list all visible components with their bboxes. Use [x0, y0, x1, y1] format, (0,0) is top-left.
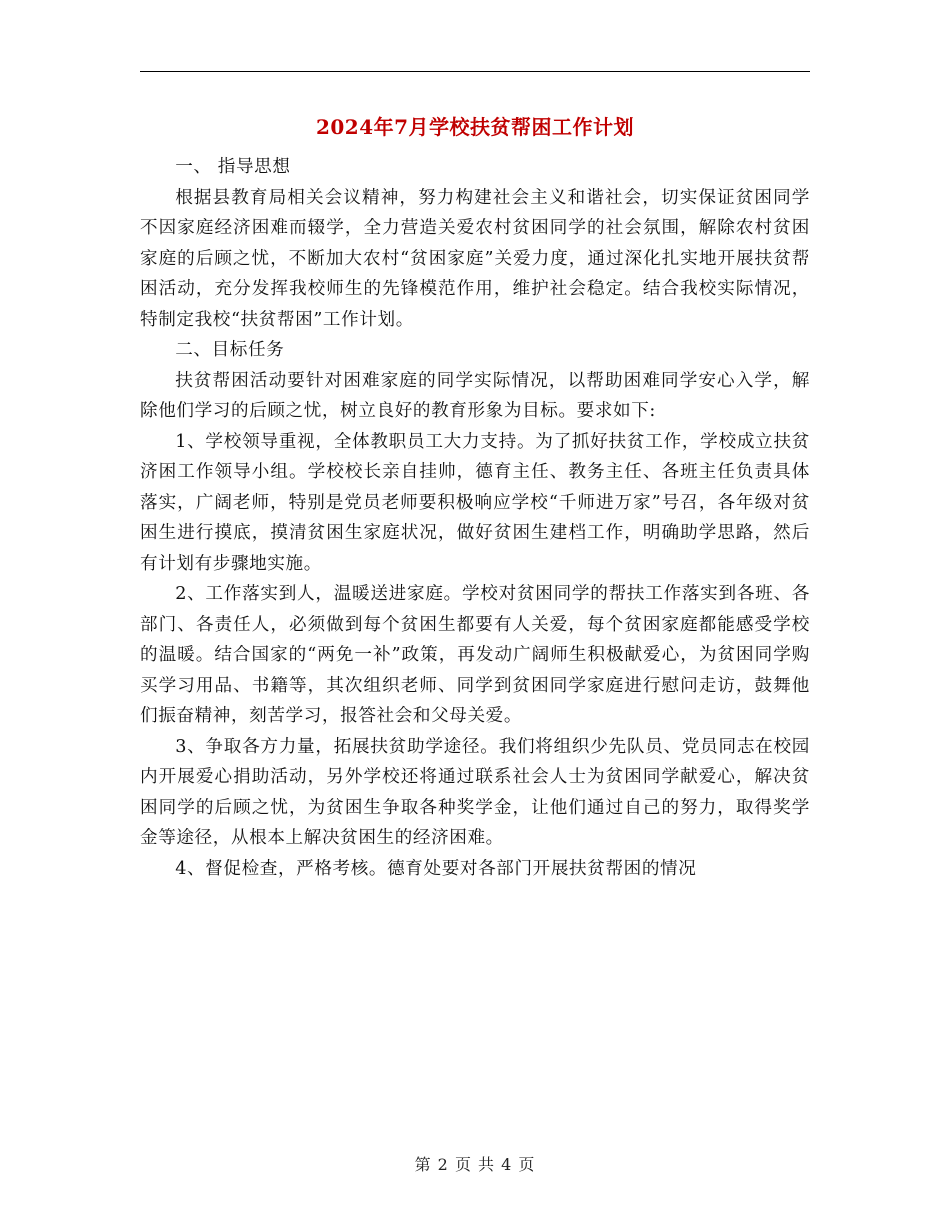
paragraph: 1、学校领导重视，全体教职员工大力支持。为了抓好扶贫工作，学校成立扶贫济困工作领导小组。学校校长亲自挂帅，德育主任、教务主任、各班主任负责具体落实，广阔老师，特别是党员老师要积极响应学校“千师进万家”号召，各年级对贫困生进行摸底，摸清贫困生家庭状况，做好贫困生建档工作，明确助学思路，然后有计划有步骤地实施。	[140, 431, 810, 574]
page-footer: 第 2 页 共 4 页	[414, 1155, 536, 1174]
section-heading-1: 一、 指导思想	[175, 157, 291, 177]
paragraph: 根据县教育局相关会议精神，努力构建社会主义和谐社会，切实保证贫困同学不因家庭经济困难而辍学，全力营造关爱农村贫困同学的社会氛围，解除农村贫困家庭的后顾之忧，不断加大农村“贫困家庭”关爱力度，通过深化扎实地开展扶贫帮困活动，充分发挥我校师生的先锋模范作用，维护社会稳定。结合我校实际情况，特制定我校“扶贫帮困”工作计划。	[140, 187, 810, 330]
document-title: 2024年7月学校扶贫帮困工作计划	[315, 115, 635, 139]
paragraph: 扶贫帮困活动要针对困难家庭的同学实际情况，以帮助困难同学安心入学，解除他们学习的后顾之忧，树立良好的教育形象为目标。要求如下:	[140, 370, 810, 421]
paragraph: 2、工作落实到人，温暖送进家庭。学校对贫困同学的帮扶工作落实到各班、各部门、各责任人，必须做到每个贫困生都要有人关爱，每个贫困家庭都能感受学校的温暖。结合国家的“两免一补”政策，再发动广阔师生积极献爱心，为贫困同学购买学习用品、书籍等，其次组织老师、同学到贫困同学家庭进行慰问走访，鼓舞他们振奋精神，刻苦学习，报答社会和父母关爱。	[140, 584, 810, 726]
document-body	[140, 152, 810, 884]
section-heading-2: 二、目标任务	[175, 340, 285, 360]
header-rule	[140, 71, 810, 72]
paragraph: 4、督促检查，严格考核。德育处要对各部门开展扶贫帮困的情况	[175, 858, 697, 879]
paragraph: 3、争取各方力量，拓展扶贫助学途径。我们将组织少先队员、党员同志在校园内开展爱心捐助活动，另外学校还将通过联系社会人士为贫困同学献爱心，解决贫困同学的后顾之忧，为贫困生争取各种奖学金，让他们通过自己的努力，取得奖学金等途径，从根本上解决贫困生的经济困难。	[140, 736, 810, 848]
